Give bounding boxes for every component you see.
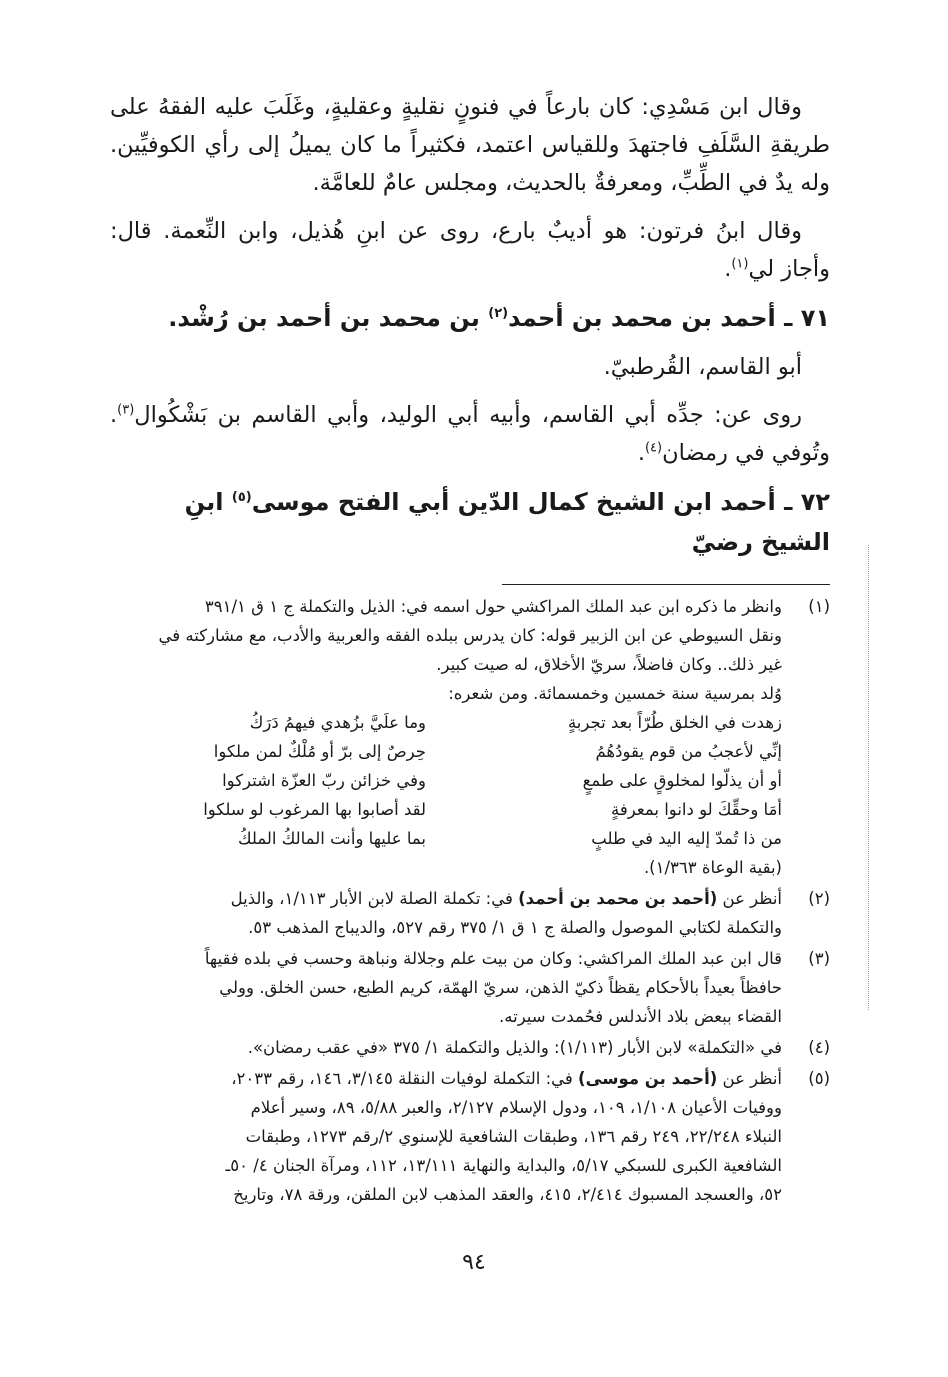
footnote-line: وُلد بمرسية سنة خمسين وخمسمائة. ومن شعره: xyxy=(448,684,782,703)
entry-71-name-a: ٧١ ـ أحمد بن محمد بن أحمد xyxy=(508,304,830,332)
main-text xyxy=(110,88,830,572)
footnote-text: في: تكملة الصلة لابن الأبار ١/١١٣، والذيل xyxy=(230,889,519,908)
footnote-line: والتكملة لكتابي الموصول والصلة ج ١ ق ١/ ٣٧٥ رقم ٥٢٧، والديباج المذهب ٥٣. xyxy=(248,918,782,937)
entry-71-kunya: أبو القاسم، القُرطبيّ. xyxy=(603,354,802,380)
entry-71-narration xyxy=(110,396,830,472)
footnote-line: ووفيات الأعيان ١/١٠٨، ١٠٩، ودول الإسلام ٢/١٢٧، والعبر ٥/٨٨، ٨٩، وسير أعلام xyxy=(250,1098,782,1117)
footnote-line: حافظاً بعيداً بالأحكام يقظاً ذكيّ الذهن، سريّ الهمّة، كريم الطبع، حسن الخلق. وولي xyxy=(219,978,782,997)
footnote-number: (٢) xyxy=(808,889,830,908)
paragraph-ibn-fartun xyxy=(110,212,830,288)
footnote-line: ٥٢، والعسجد المسبوك ٢/٤١٤، ٤١٥، والعقد المذهب لابن الملقن، ورقة ٧٨، وتاريخ xyxy=(233,1185,782,1204)
narration-text-a: روى عن: جدِّه أبي القاسم، وأبيه أبي الوليد، وأبي القاسم بن بَشْكُوال xyxy=(134,402,802,428)
footnote-4 xyxy=(110,1033,830,1062)
footnote-number: (٤) xyxy=(808,1038,830,1057)
footnote-number: (٥) xyxy=(808,1069,830,1088)
footnote-5 xyxy=(110,1064,830,1209)
verse-second-hemistich: بما عليها وأنت المالكُ الملكُ xyxy=(237,829,426,848)
footnote-ref-1[interactable]: (١) xyxy=(731,256,749,272)
verse-second-hemistich: وفي خزائن ربّ العزّة اشتركوا xyxy=(222,771,426,790)
footnote-3 xyxy=(110,944,830,1031)
margin-line xyxy=(868,545,869,1010)
footnote-subject: (أحمد بن موسى) xyxy=(578,1069,718,1088)
footnote-text: أنظر عن xyxy=(717,1069,782,1088)
footnote-line: وانظر ما ذكره ابن عبد الملك المراكشي حول اسمه في: الذيل والتكملة ج ١ ق ٣٩١/١ xyxy=(204,597,782,616)
footnotes xyxy=(110,592,830,1211)
verse-first-hemistich: من ذا تُمدّ إليه اليد في طلبٍ xyxy=(591,829,782,848)
footnote-source: (بقية الوعاة ١/٣٦٣). xyxy=(643,858,782,877)
footnote-line: في «التكملة» لابن الأبار (١/١١٣): والذيل والتكملة ١/ ٣٧٥ «في عقب رمضان». xyxy=(247,1038,782,1057)
narration-text-b: . وتُوفي في رمضان xyxy=(110,402,830,466)
footnote-2 xyxy=(110,884,830,942)
page-number: ٩٤ xyxy=(462,1250,486,1275)
footnote-line: النبلاء ٢٢/٢٤٨، ٢٤٩ رقم ١٣٦، وطبقات الشافعية للإسنوي ٢/رقم ١٢٧٣، وطبقات xyxy=(245,1127,782,1146)
sentence-end: . xyxy=(637,440,645,466)
footnote-text: في: التكملة لوفيات النقلة ٣/١٤٥، ١٤٦، رقم ٢٠٣٣، xyxy=(231,1069,579,1088)
footnote-ref-5[interactable]: (٥) xyxy=(231,490,252,505)
paragraph-ibn-masdi: وقال ابن مَسْدِي: كان بارعاً في فنونٍ نقليةٍ وعقليةٍ، وغَلَبَ عليه الفقهُ على طريقةِ السَّلَفِ فاجتهدَ وللقياس اعتمد، فكثيراً ما كان يميلُ إلى رأي الكوفيِّين. وله يدٌ في الطِّبِّ، ومعرفةٌ بالحديث، ومجلس عامٌ للعامَّة. xyxy=(110,94,830,196)
verse-first-hemistich: أو أن يذلّوا لمخلوقٍ على طمعٍ xyxy=(582,771,782,790)
footnote-line: ونقل السيوطي عن ابن الزبير قوله: كان يدرس ببلده الفقه والعربية والأدب، مع مشاركته في xyxy=(158,626,782,645)
footnote-ref-2[interactable]: (٢) xyxy=(488,306,509,321)
footnote-line: قال ابن عبد الملك المراكشي: وكان من بيت علم وجلالة ونباهة وحسب في بلده فقيهاً xyxy=(204,949,782,968)
footnote-text: أنظر عن xyxy=(717,889,782,908)
footnote-subject: (أحمد بن محمد بن أحمد) xyxy=(518,889,718,908)
footnote-line: القضاء ببعض بلاد الأندلس فحُمدت سيرته. xyxy=(499,1007,782,1026)
verse-first-hemistich: أمَا وحقِّكَ لو دانوا بمعرفةٍ xyxy=(611,800,782,819)
sentence-end: . xyxy=(724,256,732,282)
entry-71-name-b: بن محمد بن أحمد بن رُشْد. xyxy=(168,304,489,332)
footnote-line xyxy=(110,884,782,913)
footnote-number: (٣) xyxy=(808,949,830,968)
footnote-ref-4[interactable]: (٤) xyxy=(644,440,663,456)
footnote-ref-3[interactable]: (٣) xyxy=(117,402,135,418)
entry-71-heading xyxy=(110,298,830,338)
verse-first-hemistich: زهدت في الخلق طُرّاً بعد تجربةٍ xyxy=(567,713,782,732)
footnote-line xyxy=(110,1064,782,1093)
verse-second-hemistich: حِرصٌ إلى برّ أو مُلْكٌ لمن ملكوا xyxy=(213,742,426,761)
entry-72-name-b: ابنِ الشيخ رضيّ xyxy=(184,488,830,556)
footnote-line: الشافعية الكبرى للسبكي ٥/١٧، والبداية والنهاية ١٣/١١١، ١١٢، ومرآة الجنان ٤/ ٥٠ـ xyxy=(225,1156,782,1175)
paragraph-ibn-fartun-text: وقال ابنُ فرتون: هو أديبٌ بارع، روى عن ابنِ هُذيل، وابن النِّعمة. قال: وأجاز لي xyxy=(110,218,830,282)
footnote-number: (١) xyxy=(808,597,830,616)
verse-second-hemistich: لقد أصابوا بها المرغوب لو سلكوا xyxy=(203,800,426,819)
verse-second-hemistich: وما علَيَّ بزُهدي فيهمُ دَرَكُ xyxy=(249,713,426,732)
entry-72-name-a: ٧٢ ـ أحمد ابن الشيخ كمال الدّين أبي الفتح موسى xyxy=(251,488,830,516)
poem xyxy=(110,708,782,853)
entry-72-heading xyxy=(110,482,830,562)
footnote-1 xyxy=(110,592,830,882)
footnote-separator xyxy=(502,584,830,585)
footnote-line: غير ذلك.. وكان فاضلاً، سريّ الأخلاق، له صيت كبير. xyxy=(436,655,782,674)
verse-first-hemistich: إنِّي لأعجبُ من قوم يقودُهُمُ xyxy=(595,742,782,761)
